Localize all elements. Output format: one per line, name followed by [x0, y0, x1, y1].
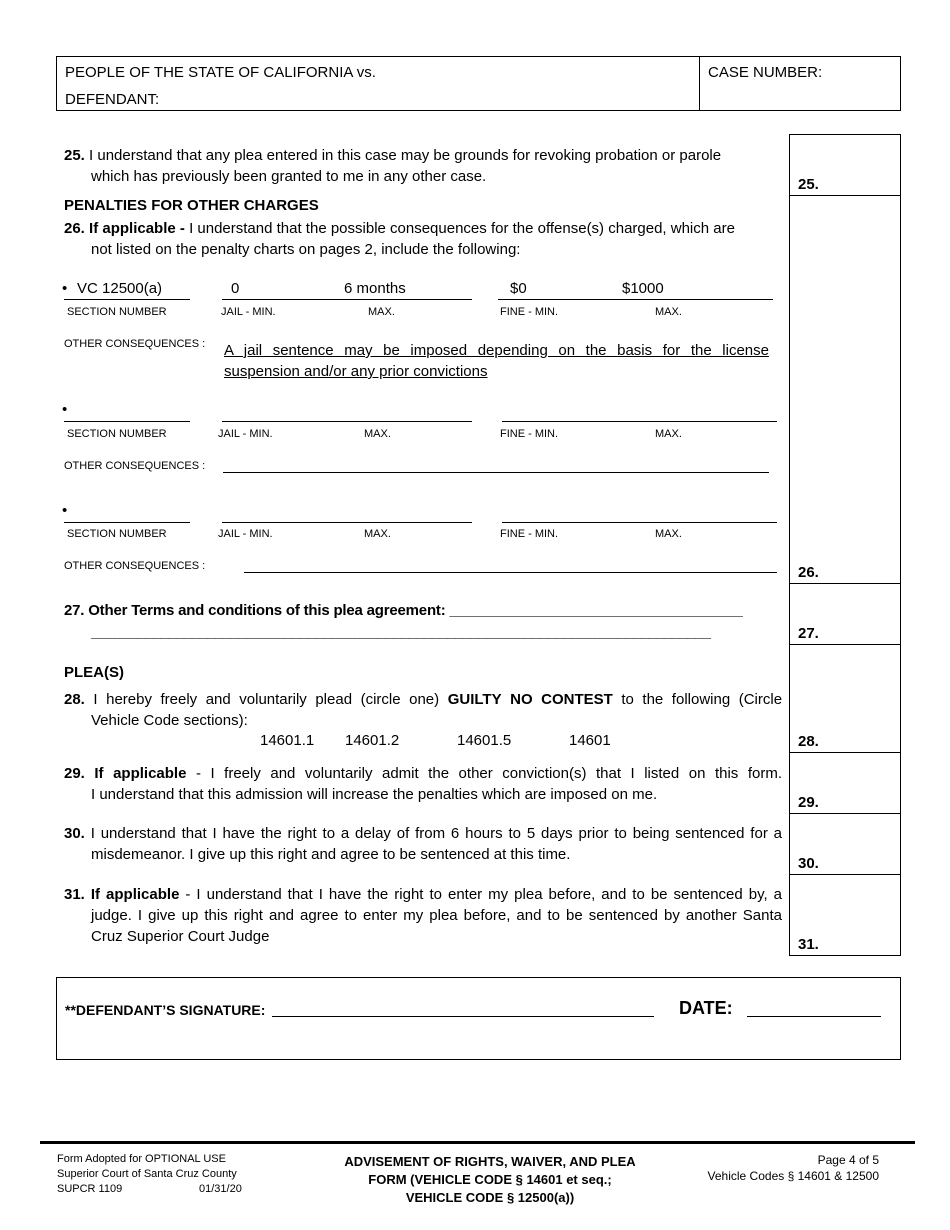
penalty-row1-jail-min: 0	[231, 280, 240, 297]
initial-box-27[interactable]: 27.	[789, 583, 901, 645]
label-jail-min-1: JAIL - MIN.	[221, 306, 276, 318]
item-27-line1: 27. Other Terms and conditions of this plea agreement: ____________________________________	[64, 602, 743, 619]
date-line[interactable]	[747, 1016, 881, 1017]
footer-rule	[40, 1141, 915, 1144]
initial-box-26[interactable]: 26.	[789, 195, 901, 584]
caption-divider	[699, 57, 700, 110]
initial-box-28[interactable]: 28.	[789, 644, 901, 753]
label-jail-min-3: JAIL - MIN.	[218, 528, 273, 540]
item-26: 26. If applicable - I understand that the possible consequences for the offense(s) charged, which are not listed on the penalty charts on pages 2, include the following:	[64, 220, 735, 258]
code-14601[interactable]: 14601	[569, 732, 611, 749]
penalty-row3-section-line[interactable]	[64, 522, 190, 523]
label-max-1a: MAX.	[368, 306, 395, 318]
label-jail-min-2: JAIL - MIN.	[218, 428, 273, 440]
penalty-row2-fine-line[interactable]	[502, 421, 777, 422]
initial-box-30[interactable]: 30.	[789, 813, 901, 875]
plea-no-contest-option[interactable]: NO CONTEST	[510, 691, 613, 708]
item-27-line2: ________________________________________________________________________________	[91, 624, 711, 641]
label-max-2a: MAX.	[364, 428, 391, 440]
penalty-row1-consequences: A jail sentence may be imposed depending on the basis for the license suspension and/or any prior convictions	[224, 342, 769, 380]
code-14601-5[interactable]: 14601.5	[457, 732, 512, 749]
penalty-row1-bullet: •	[62, 280, 68, 297]
penalty-row1-jail-line	[222, 299, 472, 300]
penalty-row2-jail-line[interactable]	[222, 421, 472, 422]
label-other-consequences-2: OTHER CONSEQUENCES :	[64, 460, 206, 472]
item-29: 29. If applicable - I freely and voluntarily admit the other conviction(s) that I listed on this form. I understand that this admission will increase the penalties which are imposed on me.	[64, 765, 782, 803]
item-28: 28. I hereby freely and voluntarily plead (circle one) GUILTY NO CONTEST to the following (Circle Vehicle Code sections):	[64, 691, 783, 729]
label-fine-min-3: FINE - MIN.	[500, 528, 559, 540]
penalty-row1-fine-line	[498, 299, 773, 300]
label-other-consequences-1: OTHER CONSEQUENCES :	[64, 338, 206, 350]
footer-form-title: ADVISEMENT OF RIGHTS, WAIVER, AND PLEA FORM (VEHICLE CODE § 14601 et seq.; VEHICLE CODE § 12500(a))	[344, 1154, 636, 1205]
label-max-1b: MAX.	[655, 306, 682, 318]
label-max-3b: MAX.	[655, 528, 682, 540]
plea-guilty-option[interactable]: GUILTY	[447, 691, 502, 708]
penalty-row3-jail-line[interactable]	[222, 522, 472, 523]
footer-left: Form Adopted for OPTIONAL USE Superior Court of Santa Cruz County SUPCR 1109 01/31/20	[57, 1153, 242, 1195]
label-max-3a: MAX.	[364, 528, 391, 540]
item-31: 31. If applicable - I understand that I have the right to enter my plea before, and to be sentenced by, a judge. I give up this right and agree to enter my plea before, and to be sentenced by another Santa Cruz Superior Court Judge	[64, 886, 782, 945]
item-25: 25. I understand that any plea entered in this case may be grounds for revoking probation or parole which has previously been granted to me in any other case.	[64, 147, 722, 185]
penalty-row1-fine-min: $0	[510, 280, 527, 297]
penalty-row1-fine-max: $1000	[622, 280, 664, 297]
case-number-label: CASE NUMBER:	[708, 64, 823, 81]
penalty-row1-section-line	[64, 299, 190, 300]
penalty-row2-consequences-line[interactable]	[223, 472, 769, 473]
caption-defendant-label: DEFENDANT:	[65, 91, 160, 108]
initial-box-31[interactable]: 31.	[789, 874, 901, 956]
plea-heading: PLEA(S)	[64, 664, 124, 681]
penalty-row1-section: VC 12500(a)	[77, 280, 163, 297]
signature-line[interactable]	[272, 1016, 654, 1017]
label-section-number-2: SECTION NUMBER	[67, 428, 167, 440]
penalty-row3-fine-line[interactable]	[502, 522, 777, 523]
penalties-heading: PENALTIES FOR OTHER CHARGES	[64, 197, 319, 214]
signature-label: **DEFENDANT’S SIGNATURE:	[65, 1002, 266, 1018]
item-30: 30. I understand that I have the right to a delay of from 6 hours to 5 days prior to being sentenced for a misdemeanor. I give up this right and agree to be sentenced at this time.	[64, 825, 782, 863]
footer-right: Page 4 of 5 Vehicle Codes § 14601 & 12500	[707, 1153, 879, 1183]
signature-box	[56, 977, 901, 1060]
penalty-row3-bullet: •	[62, 502, 68, 519]
code-14601-1[interactable]: 14601.1	[260, 732, 315, 749]
label-other-consequences-3: OTHER CONSEQUENCES :	[64, 560, 206, 572]
case-caption-box	[56, 56, 901, 111]
label-section-number-1: SECTION NUMBER	[67, 306, 167, 318]
penalty-row2-section-line[interactable]	[64, 421, 190, 422]
date-label: DATE:	[679, 998, 733, 1018]
label-fine-min-2: FINE - MIN.	[500, 428, 559, 440]
initial-box-25[interactable]: 25.	[789, 134, 901, 196]
penalty-row3-consequences-line[interactable]	[244, 572, 777, 573]
initial-box-29[interactable]: 29.	[789, 752, 901, 814]
caption-parties: PEOPLE OF THE STATE OF CALIFORNIA vs.	[65, 64, 376, 81]
penalty-row1-jail-max: 6 months	[344, 280, 406, 297]
penalty-row2-bullet: •	[62, 401, 68, 418]
code-14601-2[interactable]: 14601.2	[345, 732, 400, 749]
label-max-2b: MAX.	[655, 428, 682, 440]
page-indicator: Page 4 of 5	[817, 1153, 879, 1167]
label-section-number-3: SECTION NUMBER	[67, 528, 167, 540]
label-fine-min-1: FINE - MIN.	[500, 306, 559, 318]
